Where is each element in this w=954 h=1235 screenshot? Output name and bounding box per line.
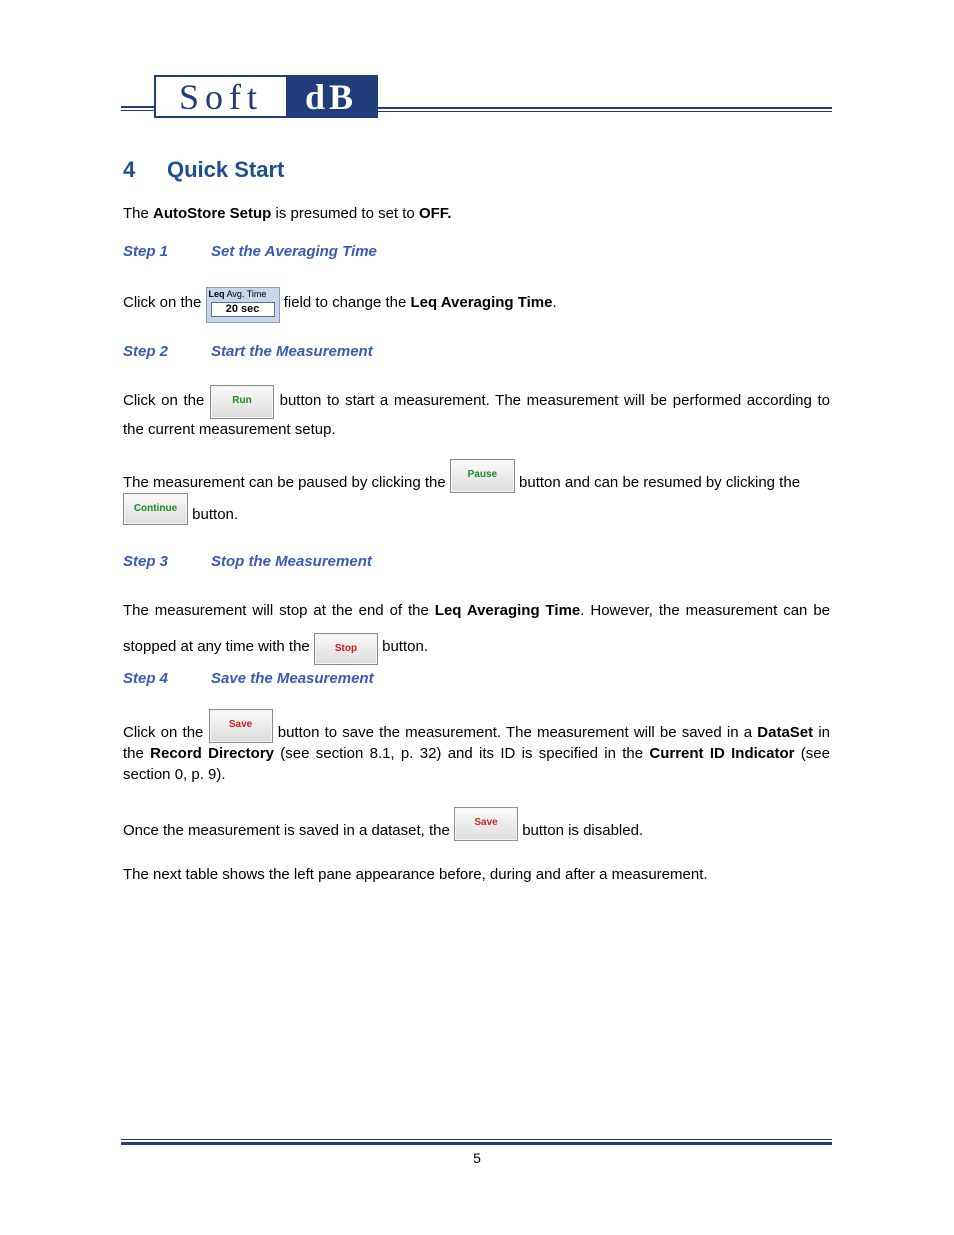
- footer-rule-thin: [121, 1139, 832, 1140]
- step3-heading: [123, 553, 372, 570]
- leq-avg-time-field[interactable]: [206, 287, 280, 323]
- run-button[interactable]: Run: [210, 385, 274, 419]
- leq-avg-time-label: Leq Avg. Time: [208, 289, 267, 299]
- logo-soft-text: Soft: [178, 76, 263, 117]
- step3-title: Stop the Measurement: [211, 553, 372, 570]
- step1-title: Set the Averaging Time: [211, 243, 377, 260]
- header-rule-left: [121, 106, 155, 108]
- step3-paragraph: The measurement will stop at the end of the Leq Averaging Time. However, the measurement can be stopped at any time with the Stop button.: [123, 593, 830, 665]
- step1-label: Step 1: [123, 243, 169, 260]
- footer-rule: [121, 1142, 832, 1145]
- header-rule-right: [378, 107, 832, 109]
- continue-button[interactable]: Continue: [123, 493, 188, 525]
- header-rule-left-thin: [121, 110, 155, 111]
- step4-paragraph-1: Click on the Save button to save the measurement. The measurement will be saved in a DataSet in the Record Directory (see section 8.1, p. 32) and its ID is specified in the Current ID Indicator (see section 0, p. 9).: [123, 709, 830, 785]
- step2-paragraph-2: The measurement can be paused by clicking the Pause button and can be resumed by clicking the Continue button.: [123, 459, 830, 525]
- stop-button[interactable]: Stop: [314, 633, 378, 665]
- step4-label: Step 4: [123, 670, 169, 687]
- save-button-disabled[interactable]: Save: [454, 807, 518, 841]
- step4-paragraph-2: Once the measurement is saved in a dataset, the Save button is disabled.: [123, 807, 830, 841]
- header-rule-right-thin: [378, 111, 832, 112]
- intro-paragraph: The AutoStore Setup is presumed to set to OFF.: [123, 205, 452, 222]
- logo-db-text: dB: [286, 77, 376, 116]
- softdb-logo: [154, 75, 378, 118]
- page-number: 5: [473, 1150, 481, 1166]
- section-number: 4: [123, 157, 136, 182]
- leq-avg-time-value[interactable]: 20 sec: [211, 302, 275, 317]
- step2-heading: [123, 343, 373, 360]
- step2-paragraph-1: Click on the Run button to start a measurement. The measurement will be performed according to the current measurement setup.: [123, 383, 830, 440]
- step1-heading: [123, 243, 377, 260]
- pause-button[interactable]: Pause: [450, 459, 515, 493]
- section-title: Quick Start: [167, 157, 285, 182]
- section-heading: [123, 157, 284, 183]
- step2-label: Step 2: [123, 343, 169, 360]
- step2-title: Start the Measurement: [211, 343, 373, 360]
- step1-paragraph: Click on the Leq Avg. Time 20 sec field to change the Leq Averaging Time.: [123, 283, 830, 323]
- step4-heading: [123, 670, 374, 687]
- closing-paragraph: The next table shows the left pane appearance before, during and after a measurement.: [123, 866, 708, 883]
- step4-title: Save the Measurement: [211, 670, 374, 687]
- step3-label: Step 3: [123, 553, 169, 570]
- save-button[interactable]: Save: [209, 709, 273, 743]
